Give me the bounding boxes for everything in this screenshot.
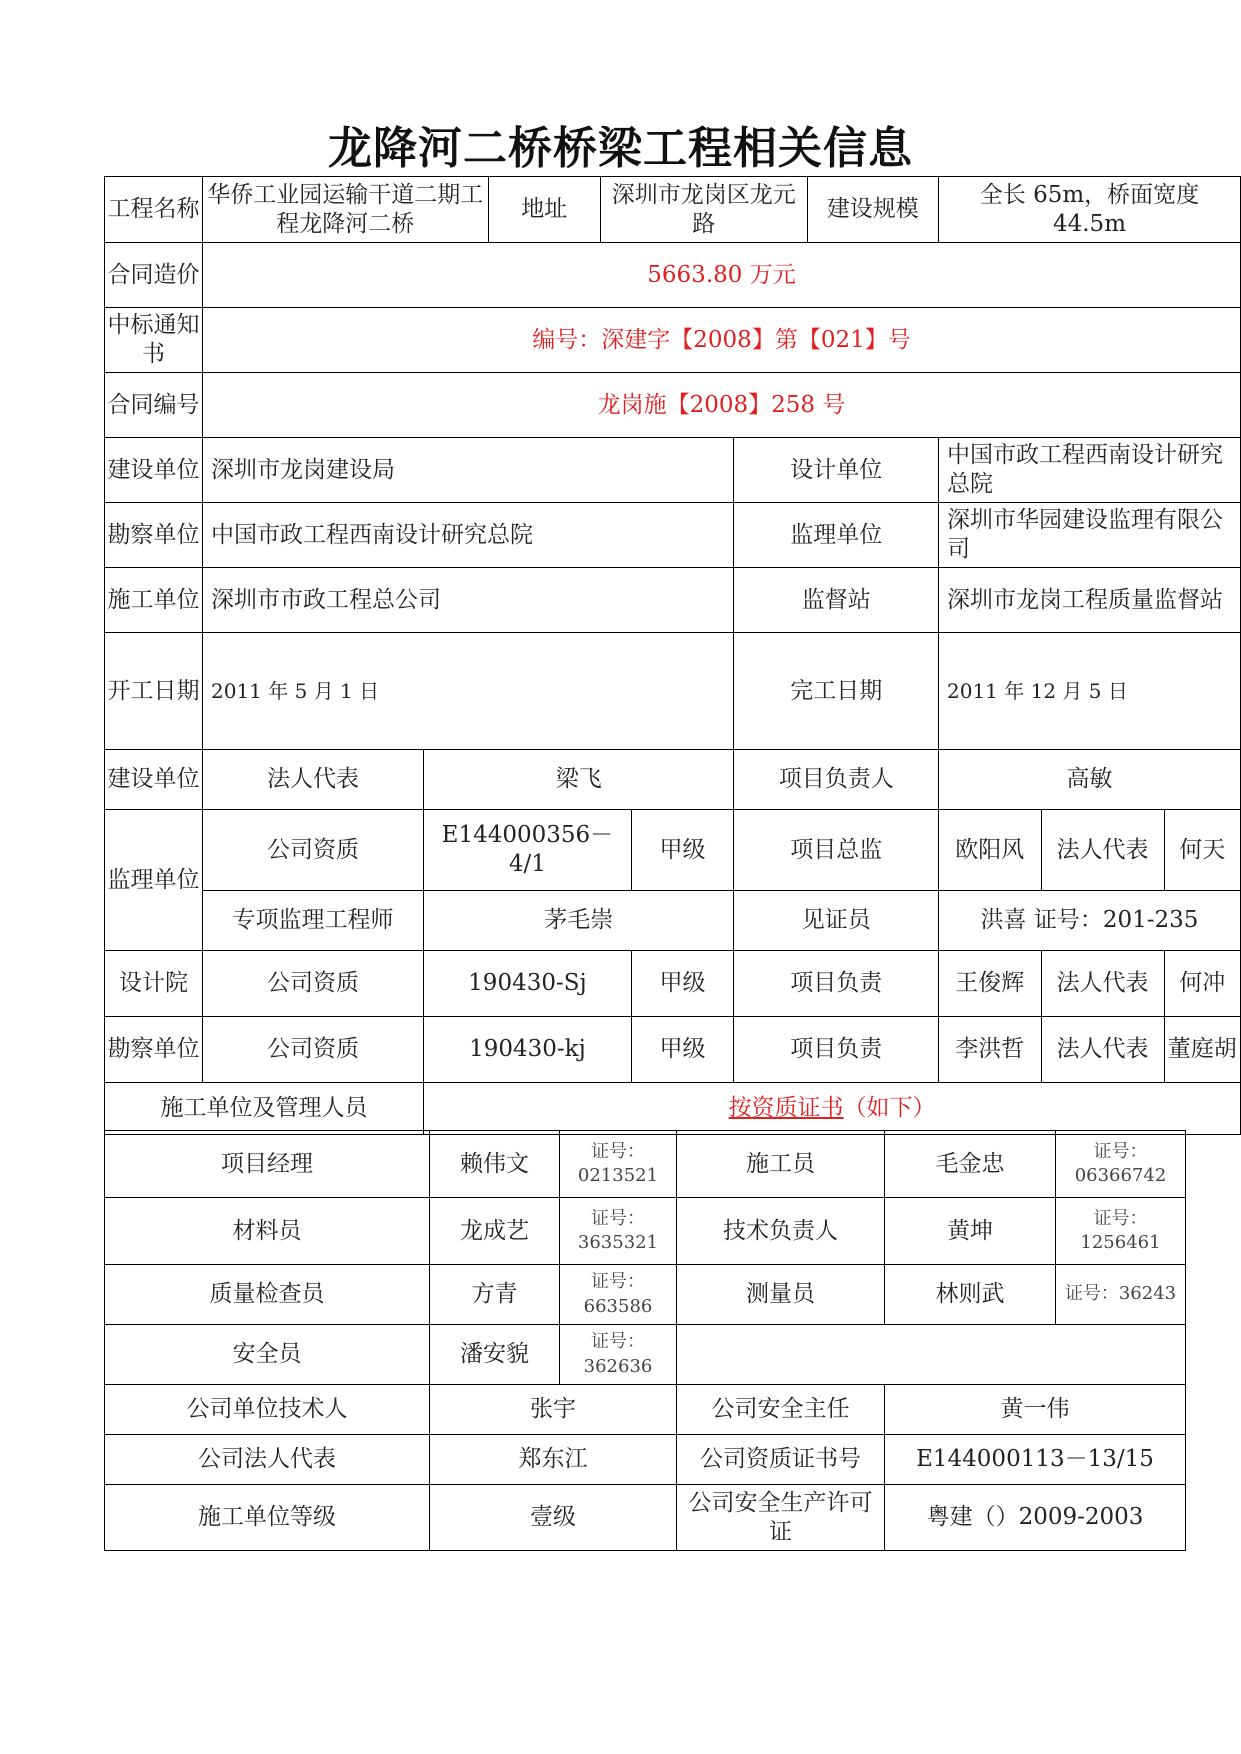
project-name-value: 华侨工业园运输干道二期工程龙降河二桥 <box>203 177 488 242</box>
end-date-value: 2011 年 12 月 5 日 <box>939 633 1241 750</box>
staff-name: 赖伟文 <box>430 1131 560 1198</box>
empty-cell <box>677 1325 1186 1385</box>
scale-label: 建设规模 <box>826 196 919 223</box>
contract-no-value: 龙岗施【2008】258 号 <box>203 373 1241 438</box>
survey-rep-value: 董庭胡 <box>1167 1036 1237 1063</box>
project-row <box>105 177 1241 243</box>
staff-name: 林则武 <box>885 1265 1056 1325</box>
supervision-chief-value: 欧阳风 <box>939 810 1041 890</box>
supervision-rep-label: 法人代表 <box>1041 810 1164 890</box>
supervision-grade: 甲级 <box>659 836 706 863</box>
company-legal-value: 郑东江 <box>430 1435 677 1485</box>
page-title: 龙降河二桥桥梁工程相关信息 <box>328 123 913 174</box>
company-cert-label: 公司资质证书号 <box>677 1435 885 1485</box>
builder-pm-label: 项目负责人 <box>734 750 939 810</box>
company-tech-label: 公司单位技术人 <box>105 1385 430 1435</box>
builder-rep-value: 梁飞 <box>424 750 734 810</box>
survey-pm-label: 项目负责 <box>734 1017 939 1083</box>
supervisor-value: 深圳市华园建设监理有限公司 <box>939 503 1241 568</box>
contract-no-label: 合同编号 <box>105 373 203 438</box>
company-grade-label: 施工单位等级 <box>105 1485 430 1551</box>
station-value: 深圳市龙岗工程质量监督站 <box>939 568 1241 633</box>
start-date-value: 2011 年 5 月 1 日 <box>203 633 734 750</box>
designer-label: 设计单位 <box>734 438 939 503</box>
design-unit: 设计院 <box>105 951 203 1017</box>
builder-label: 建设单位 <box>105 438 203 503</box>
station-label: 监督站 <box>734 568 939 633</box>
staff-cert: 证号：362636 <box>560 1325 677 1385</box>
staff-role: 安全员 <box>105 1325 430 1385</box>
staff-cert: 证号：0213521 <box>560 1131 677 1198</box>
company-safety-value: 黄一伟 <box>885 1385 1186 1435</box>
staff-name: 龙成艺 <box>430 1198 560 1265</box>
builder-value: 深圳市龙岗建设局 <box>203 438 734 503</box>
company-safety-label: 公司安全主任 <box>677 1385 885 1435</box>
design-pm-value: 王俊辉 <box>939 951 1041 1016</box>
scale-value: 全长 65m，桥面宽度 44.5m <box>939 177 1241 243</box>
supervision-qual-label: 公司资质 <box>203 810 424 891</box>
staff-cert: 证号：1256461 <box>1056 1198 1186 1265</box>
staff-role: 测量员 <box>677 1265 885 1325</box>
table-row <box>105 1325 1186 1385</box>
staff-header-tail: （如下） <box>843 1095 936 1122</box>
company-legal-label: 公司法人代表 <box>105 1435 430 1485</box>
cert-link[interactable]: 按资质证书 <box>728 1095 844 1122</box>
supervisor-label: 监理单位 <box>734 503 939 568</box>
survey-rep-label: 法人代表 <box>1041 1017 1164 1082</box>
company-permit-value: 粤建（）2009-2003 <box>885 1485 1186 1551</box>
table-row <box>105 1265 1186 1325</box>
survey-qual-label: 公司资质 <box>203 1017 424 1083</box>
supervision-witness-label: 见证员 <box>734 891 939 951</box>
staff-name: 黄坤 <box>885 1198 1056 1265</box>
survey-qual-value: 190430-kj <box>424 1017 631 1082</box>
bid-notice-value: 编号：深建字【2008】第【021】号 <box>203 308 1241 373</box>
company-grade-value: 壹级 <box>430 1485 677 1551</box>
constructor-value: 深圳市市政工程总公司 <box>203 568 734 633</box>
staff-cert: 证号：3635321 <box>560 1198 677 1265</box>
staff-cert: 证号：663586 <box>560 1265 677 1325</box>
staff-name: 毛金忠 <box>885 1131 1056 1198</box>
staff-header-label: 施工单位及管理人员 <box>105 1083 424 1135</box>
designer-value: 中国市政工程西南设计研究总院 <box>939 438 1241 503</box>
design-qual-label: 公司资质 <box>203 951 424 1017</box>
supervision-chief-label: 项目总监 <box>734 810 939 891</box>
builder-pm-value: 高敏 <box>939 750 1241 810</box>
supervision-engineer-label: 专项监理工程师 <box>203 891 424 951</box>
project-name-label: 工程名称 <box>105 177 203 243</box>
staff-role: 施工员 <box>677 1131 885 1198</box>
staff-role: 质量检查员 <box>105 1265 430 1325</box>
supervision-witness-value: 洪喜 证号：201-235 <box>939 891 1241 951</box>
design-pm-label: 项目负责 <box>734 951 939 1017</box>
survey-pm-value: 李洪哲 <box>939 1017 1041 1082</box>
table-row <box>105 1131 1186 1198</box>
address-label: 地址 <box>521 196 568 223</box>
builder-rep-label: 法人代表 <box>203 750 424 810</box>
contract-price-label: 合同造价 <box>105 243 203 308</box>
end-date-label: 完工日期 <box>734 633 939 750</box>
staff-role: 项目经理 <box>105 1131 430 1198</box>
staff-name: 方青 <box>430 1265 560 1325</box>
constructor-label: 施工单位 <box>105 568 203 633</box>
start-date-label: 开工日期 <box>105 633 203 750</box>
supervision-rep-value: 何天 <box>1179 836 1226 863</box>
supervision-qual-value: E144000356－4/1 <box>424 810 631 890</box>
staff-name: 潘安貌 <box>430 1325 560 1385</box>
bid-notice-label: 中标通知书 <box>105 308 203 373</box>
survey-label: 勘察单位 <box>105 503 203 568</box>
company-tech-value: 张宇 <box>430 1385 677 1435</box>
survey-value: 中国市政工程西南设计研究总院 <box>203 503 734 568</box>
table-row <box>105 1198 1186 1265</box>
survey-grade: 甲级 <box>659 1036 706 1063</box>
supervision-engineer-value: 茅毛崇 <box>424 891 734 951</box>
staff-role: 技术负责人 <box>677 1198 885 1265</box>
staff-cert: 证号：36243 <box>1056 1265 1186 1325</box>
supervision-unit: 监理单位 <box>105 810 203 951</box>
builder-row-unit: 建设单位 <box>105 750 203 810</box>
staff-header-value <box>424 1083 1241 1135</box>
survey-unit: 勘察单位 <box>105 1017 203 1083</box>
info-table <box>104 176 1241 1135</box>
design-qual-value: 190430-Sj <box>424 951 631 1016</box>
staff-cert: 证号：06366742 <box>1056 1131 1186 1198</box>
design-rep-label: 法人代表 <box>1041 951 1164 1016</box>
company-cert-value: E144000113－13/15 <box>885 1435 1186 1485</box>
design-rep-value: 何冲 <box>1179 970 1226 997</box>
design-grade: 甲级 <box>659 970 706 997</box>
address-value: 深圳市龙岗区龙元路 <box>601 177 807 242</box>
staff-table <box>104 1130 1186 1551</box>
company-permit-label: 公司安全生产许可证 <box>677 1485 885 1551</box>
staff-role: 材料员 <box>105 1198 430 1265</box>
contract-price-value: 5663.80 万元 <box>203 243 1241 308</box>
